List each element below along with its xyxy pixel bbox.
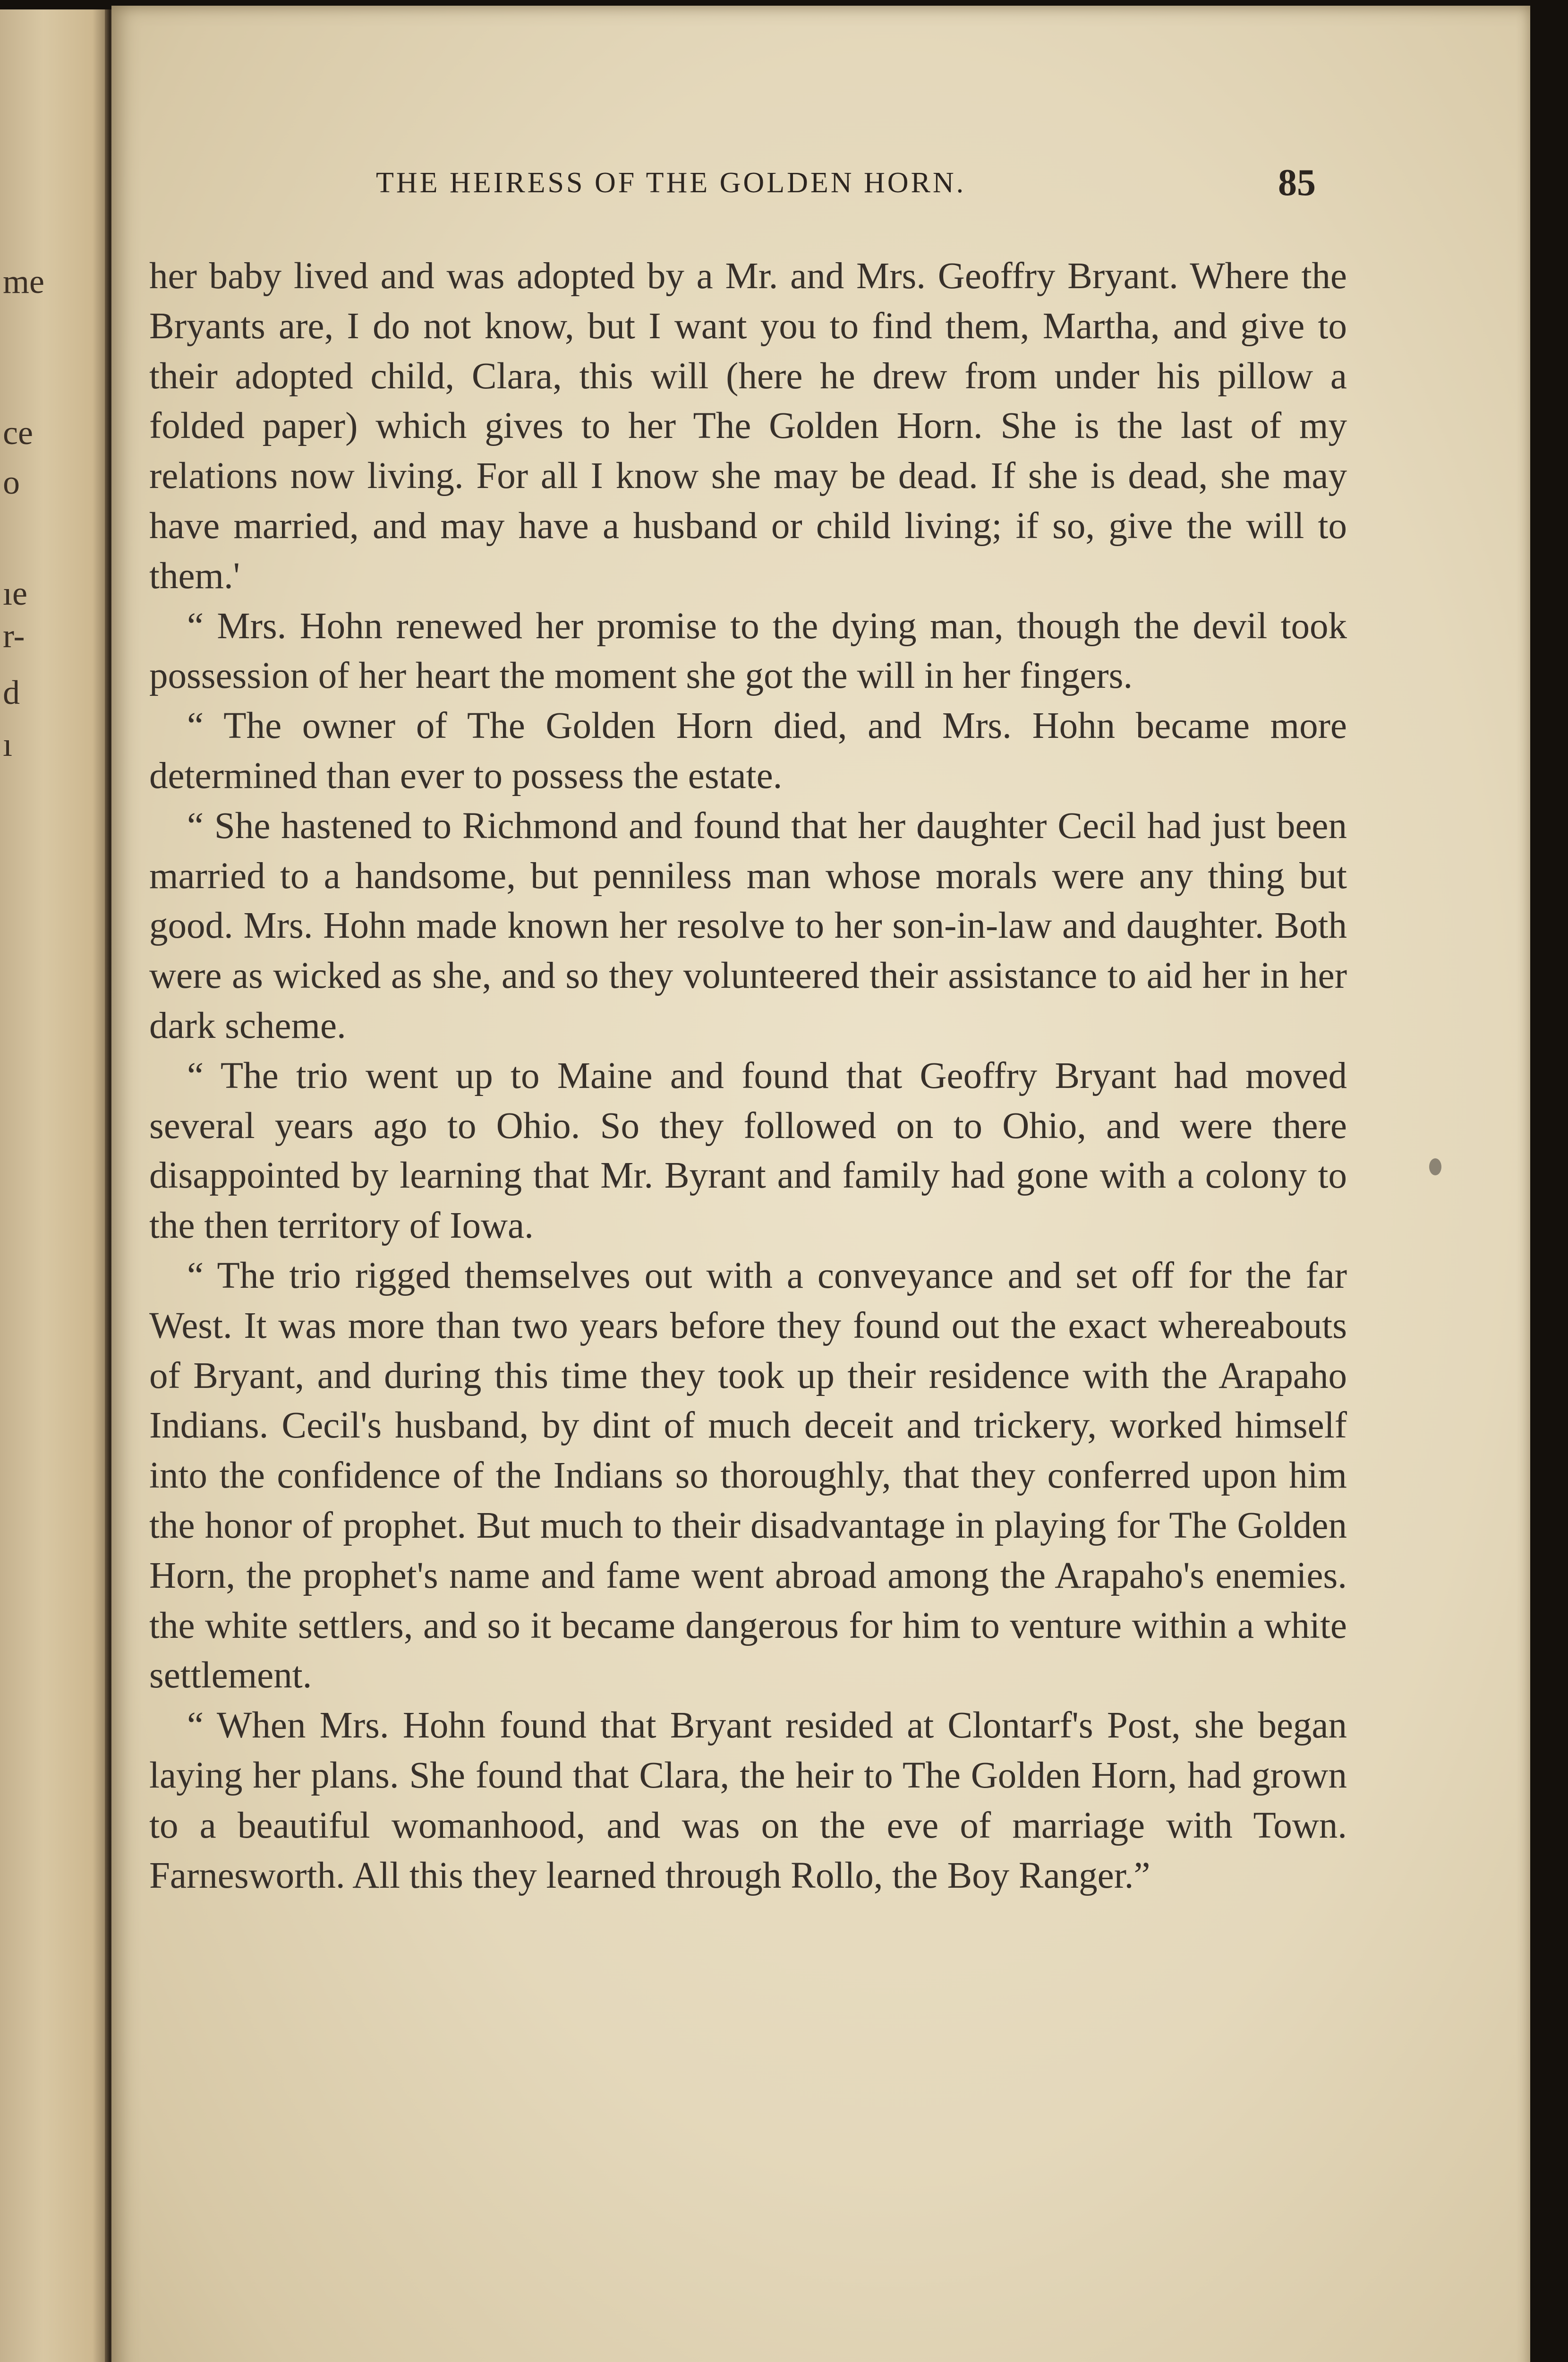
facing-page-fragment: ıe: [3, 574, 27, 612]
paragraph: “ Mrs. Hohn renewed her promise to the dying man, though the devil took possession of her heart the moment she got the will in her fingers.: [149, 605, 1347, 697]
paragraph: “ The owner of The Golden Horn died, and Mrs. Hohn became more determined than ever to possess the estate.: [149, 705, 1347, 796]
book-page: [111, 6, 1530, 2362]
paragraph: “ When Mrs. Hohn found that Bryant resided at Clontarf's Post, she began laying her plans. She found that Clara, the heir to The Golden Horn, had grown to a beautiful womanhood, and was on the eve of marriage with Town. Farnesworth. All this they learned through Rollo, the Boy Ranger.”: [149, 1705, 1347, 1896]
facing-page-fragment: o: [3, 463, 20, 501]
facing-page-fragment: d: [3, 674, 20, 711]
facing-page: [0, 9, 109, 2362]
paragraph: “ The trio went up to Maine and found that Geoffry Bryant had moved several years ago to Ohio. So they followed on to Ohio, and were there disappointed by learning that Mr. Byrant and family had gone with a colony to the then territory of Iowa.: [149, 1055, 1347, 1247]
body-text: [149, 251, 1347, 1900]
running-head: [111, 162, 1530, 214]
facing-page-fragment: r-: [3, 617, 25, 655]
facing-page-fragment: me: [3, 263, 44, 300]
running-head-title: THE HEIRESS OF THE GOLDEN HORN.: [376, 167, 966, 199]
facing-page-fragment: ce: [3, 414, 33, 452]
facing-page-fragment: ı: [3, 726, 13, 763]
page-number: 85: [1278, 162, 1316, 204]
paragraph: her baby lived and was adopted by a Mr. and Mrs. Geoffry Bryant. Where the Bryants are, I do not know, but I want you to find them, Martha, and give to their adopted child, Clara, this will (here he drew from under his pillow a folded paper) which gives to her The Golden Horn. She is the last of my relations now living. For all I know she may be dead. If she is dead, she may have married, and may have a husband or child living; if so, give the will to them.': [149, 256, 1347, 597]
paragraph: “ The trio rigged themselves out with a conveyance and set off for the far West. It was more than two years before they found out the exact whereabouts of Bryant, and during this time they took up their residence with the Arapaho Indians. Cecil's husband, by dint of much deceit and trickery, worked himself into the confidence of the Indians so thoroughly, that they conferred upon him the honor of prophet. But much to their disadvantage in playing for The Golden Horn, the prophet's name and fame went abroad among the Arapaho's enemies. the white settlers, and so it became dangerous for him to venture within a white settlement.: [149, 1255, 1347, 1696]
paragraph: “ She hastened to Richmond and found that her daughter Cecil had just been married to a handsome, but penniless man whose morals were any thing but good. Mrs. Hohn made known her resolve to her son-in-law and daughter. Both were as wicked as she, and so they volunteered their assistance to aid her in her dark scheme.: [149, 805, 1347, 1046]
paper-blemish: [1429, 1158, 1441, 1175]
